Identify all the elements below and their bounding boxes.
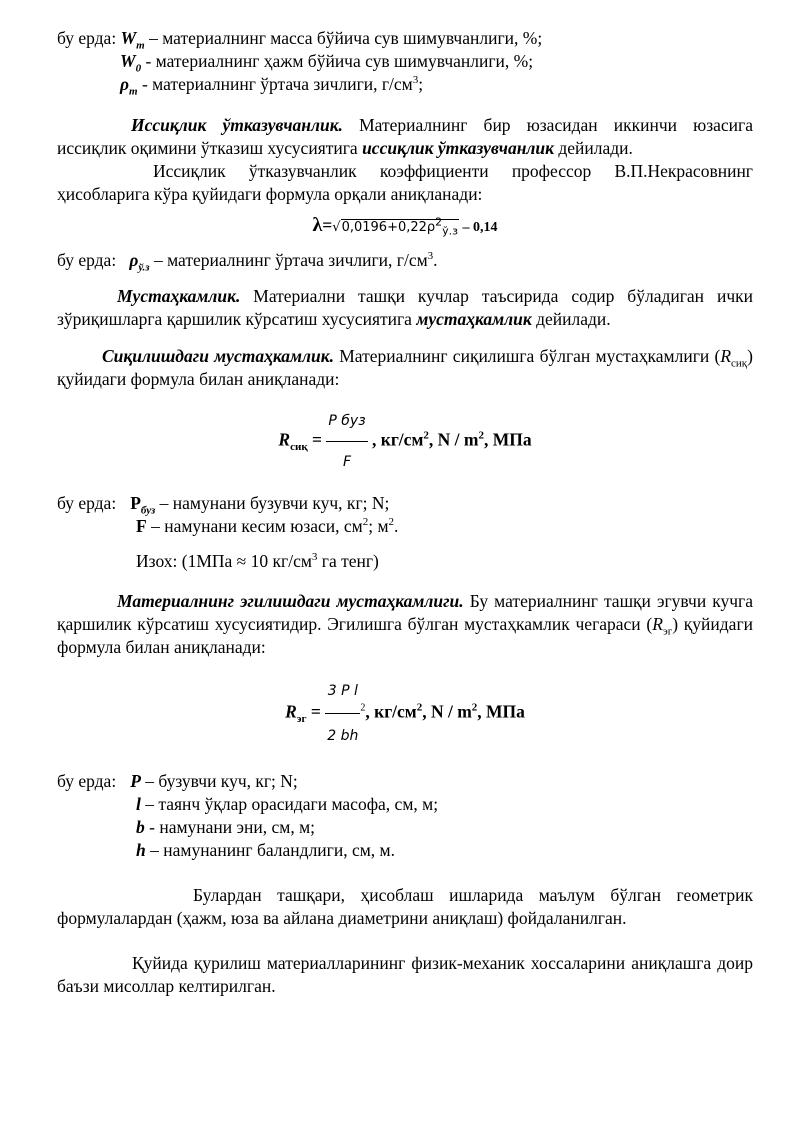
bend-paragraph: Материалнинг эгилишдаги мустаҳкамлиги. Бу материалнинг ташқи эгувчи кучга қаршилик кўрсатиш хусусиятидир. Эгилишга бўлган мустаҳкамлик чегараси $(R_{эг})$ қуйидаги формула билан аниқланади: (57, 591, 754, 657)
definition-lead: бу ерда: (57, 28, 117, 48)
definition-bend-l: l – таянч ўқлар орасидаги масофа, см, м; (136, 794, 439, 814)
symbol-w0: $W_0$ (120, 51, 142, 75)
formula-bend: $R_{эг}$ = $\frac{\text{3 P l}}{2 bh}$ $^2$, $кг/см^2$, N / $m^2$, МПа (57, 669, 753, 758)
term-thermal-2: иссиқлик ўтказувчанлик (362, 138, 554, 158)
symbol-rho-uz: $\rho_{ў.з}$ (129, 250, 150, 274)
note-mpa: Изох: (1МПа ≈ 10 $кг/см^3$ га тенг) (136, 551, 379, 571)
symbol-wm: $W_m$ (120, 28, 145, 52)
formula-thermal: $\lambda=√0,0196+0,22\rho^2_{ў.з} - 0,14$ (312, 214, 498, 238)
definition-bend-p: бу ерда: P – бузувчи куч, кг; N; (57, 771, 298, 791)
thermal-paragraph: Иссиқлик ўтказувчанлик. Материалнинг бир юзасидан иккинчи юзасига иссиқлик оқимини ўтказиш хусусиятига иссиқлик ўтказувчанлик дейилади. (57, 115, 753, 158)
document-page (57, 27, 753, 998)
symbol-rho: $\rho_m$ (120, 74, 138, 98)
definition-rho: $\rho_m$ - материалнинг ўртача зичлиги, $г/см^3$; (120, 74, 424, 98)
closing-paragraph-1: Булардан ташқари, ҳисоблаш ишларида маълум бўлган геометрик формулалардан (ҳажм, юза ва айлана диаметрини аниқлаш) фойдаланилган. (57, 885, 753, 928)
thermal-coefficient-paragraph: Иссиқлик ўтказувчанлик коэффициенти профессор В.П.Некрасовнинг ҳисобларига кўра қуйидаги формула орқали аниқланади: (57, 161, 753, 204)
definition-bend-b: b - намунани эни, см, м; (136, 817, 316, 837)
definition-p-buz: бу ерда: $P_{буз}$ – намунани бузувчи куч, кг; N; (57, 493, 390, 517)
sqrt-expression: $√0,0196+0,22\rho^2_{ў.з}$ (332, 215, 459, 238)
definition-w0 (57, 50, 753, 73)
closing-paragraph-2: Қуйида қурилиш материалларининг физик-механик хоссаларини аниқлашга доир баъзи мисоллар келтирилган. (57, 953, 753, 996)
fraction-compress: $\frac{\text{P буз}}{F}$ (326, 401, 367, 482)
term-compress: Сиқилишдаги мустаҳкамлик. (102, 346, 334, 366)
definition-text: - материалнинг ўртача зичлиги, г/см (137, 74, 413, 94)
fraction-bend: $\frac{\text{3 P l}}{2 bh}$ (325, 669, 360, 758)
term-bend: Материалнинг эгилишдаги мустаҳкамлиги. (117, 591, 464, 611)
definition-wm (57, 27, 753, 50)
term-thermal: Иссиқлик ўтказувчанлик. (131, 115, 343, 135)
definition-rho-uz: бу ерда: $\rho_{ў.з}$ – материалнинг ўртача зичлиги, $г/см^3$. (57, 250, 438, 274)
definition-bend-h: h – намунанинг баландлиги, см, м. (136, 840, 395, 860)
compress-paragraph: Сиқилишдаги мустаҳкамлик. Материалнинг сиқилишга бўлган мустаҳкамлиги $(R_{сиқ})$ қуйидаги формула билан аниқланади: (57, 346, 753, 389)
definition-text: – материалнинг масса бўйича сув шимувчанлиги, %; (144, 28, 543, 48)
term-strength-2: мустаҳкамлик (416, 309, 532, 329)
term-strength: Мустаҳкамлик. (117, 286, 241, 306)
formula-compress: $R_{сиқ}$ = $\frac{\text{P буз}}{F}$ , $кг/см^2$, N / $m^2$, МПа (57, 401, 753, 482)
definition-f: F – намунани кесим юзаси, $см^2$; $м^2$. (136, 516, 399, 536)
strength-paragraph: Мустаҳкамлик. Материални ташқи кучлар таъсирида содир бўладиган ички зўриқишларга қаршилик кўрсатиш хусусиятига мустаҳкамлик дейилади. (57, 286, 753, 329)
definition-text: - материалнинг ҳажм бўйича сув шимувчанлиги, %; (141, 51, 534, 71)
